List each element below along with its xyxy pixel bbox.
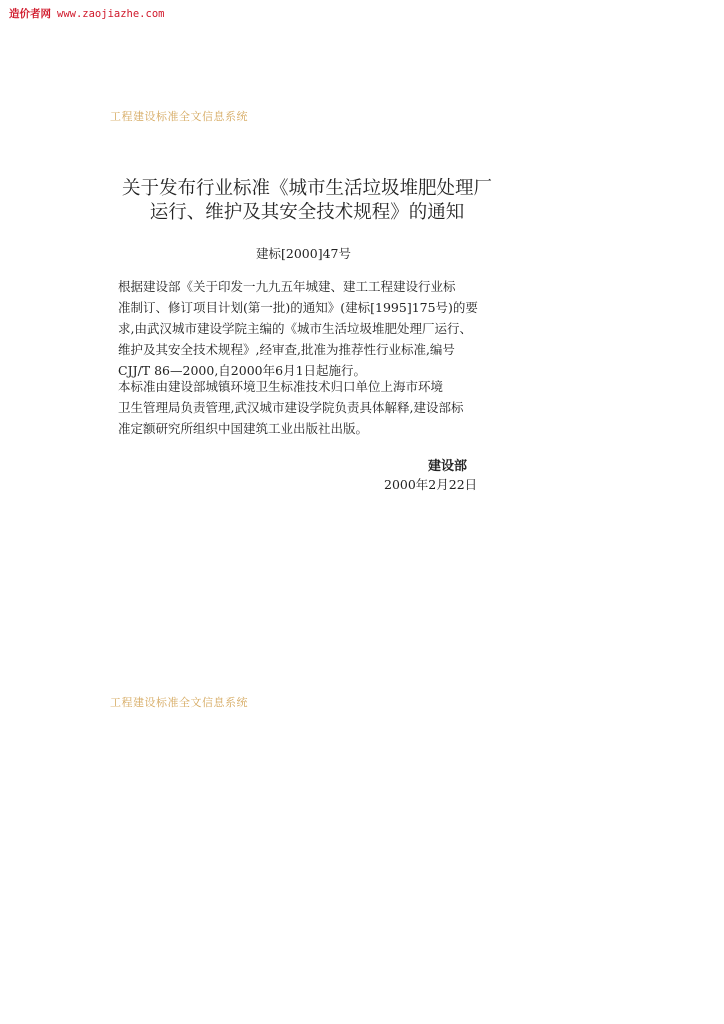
- site-url-link[interactable]: www.zaojiazhe.com: [57, 8, 165, 20]
- document-title-line-1: 关于发布行业标准《城市生活垃圾堆肥处理厂: [121, 178, 492, 199]
- issuer-signature: 建设部: [428, 459, 468, 474]
- paragraph-line: 准制订、修订项目计划(第一批)的通知》(建标[1995]175号)的要: [118, 300, 478, 315]
- paragraph-line: 维护及其安全技术规程》,经审查,批准为推荐性行业标准,编号: [118, 342, 455, 357]
- issue-date: 2000年2月22日: [384, 477, 478, 492]
- paragraph-1: [118, 276, 488, 381]
- source-banner: [9, 6, 164, 21]
- site-name: 造价者网: [9, 8, 51, 20]
- document-title-line-2: 运行、维护及其安全技术规程》的通知: [149, 202, 465, 223]
- paragraph-line: 求,由武汉城市建设学院主编的《城市生活垃圾堆肥处理厂运行、: [118, 321, 472, 336]
- paragraph-line: 卫生管理局负责管理,武汉城市建设学院负责具体解释,建设部标: [118, 400, 464, 415]
- watermark-top: 工程建设标准全文信息系统: [110, 110, 248, 123]
- paragraph-line: 准定额研究所组织中国建筑工业出版社出版。: [118, 421, 369, 436]
- paragraph-line: CJJ/T 86—2000,自2000年6月1日起施行。: [118, 363, 367, 378]
- watermark-bottom: 工程建设标准全文信息系统: [110, 696, 248, 709]
- paragraph-2: [118, 376, 488, 439]
- document-number: 建标[2000]47号: [256, 246, 351, 261]
- paragraph-line: 根据建设部《关于印发一九九五年城建、建工工程建设行业标: [118, 279, 456, 294]
- paragraph-line: 本标准由建设部城镇环境卫生标准技术归口单位上海市环境: [118, 379, 444, 394]
